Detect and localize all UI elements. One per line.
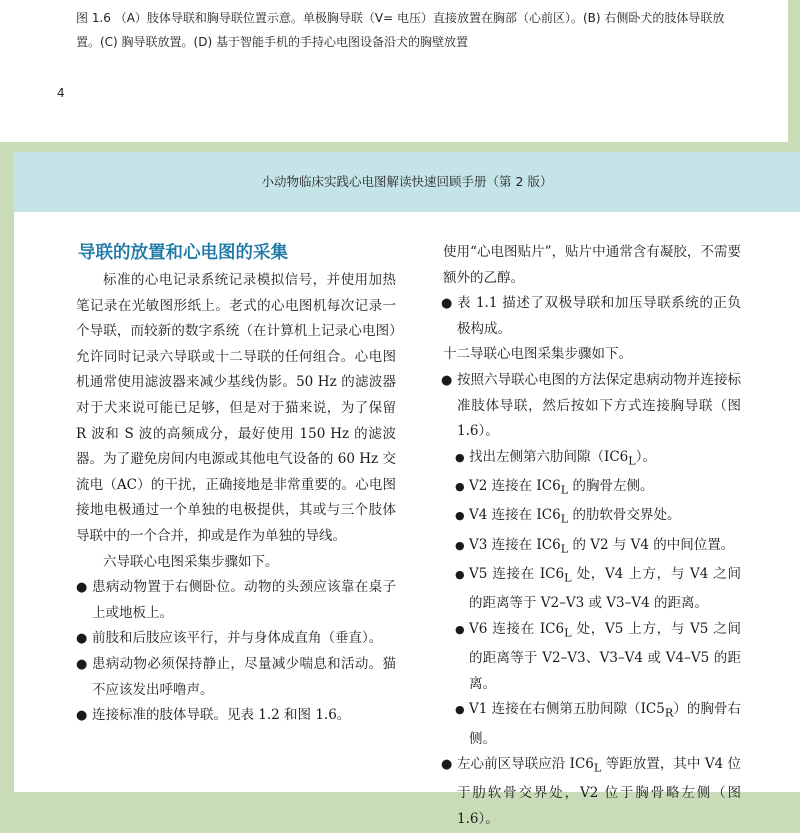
list-item: ● 表 1.1 描述了双极导联和加压导联系统的正负极构成。 bbox=[441, 291, 741, 342]
page-number: 4 bbox=[57, 86, 65, 100]
bullet-icon: ● bbox=[441, 757, 453, 773]
list-item: ● 前肢和后肢应该平行，并与身体成直角（垂直）。 bbox=[76, 626, 396, 652]
precordial-note: 左心前区导联应沿 $IC6_L$ 等距放置，其中 V4 位于肋软骨交界处，V2 位于胸骨略左侧（图 1.6）。 bbox=[457, 756, 741, 827]
bullet-icon: ● bbox=[455, 567, 465, 581]
bullet-icon: ● bbox=[76, 708, 88, 724]
intro-paragraph: 标准的心电记录系统记录模拟信号，并使用加热笔记录在光敏图形纸上。老式的心电图机每次记录一个导联，而较新的数字系统（在计算机上记录心电图）允许同时记录六导联或十二导联的任何组合。心电图机通常使用滤波器来减少基线伪影。50 Hz 的滤波器对于犬来说可能已足够，但是对于猫来说，为了保留 R 波和 S 波的高频成分，最好使用 150 Hz 的滤波器。为了避免房间内电源或其他电气设备的 60 Hz 交流电（AC）的干扰，正确接地是非常重要的。心电图接地电极通过一个单独的电极提供，其或与三个肢体导联中的一个合并，抑或是作为单独的导线。 bbox=[76, 272, 396, 544]
bullet-icon: ● bbox=[455, 703, 465, 717]
bullet-icon: ● bbox=[76, 631, 88, 647]
list-item: ● 患病动物置于右侧卧位。动物的头颈应该靠在桌子上或地板上。 bbox=[76, 575, 396, 626]
chest-lead-list bbox=[441, 445, 741, 752]
list-item: ● 按照六导联心电图的方法保定患病动物并连接标准肢体导联，然后按如下方式连接胸导联（图 1.6）。 bbox=[441, 368, 741, 445]
previous-page bbox=[0, 0, 788, 142]
list-item: ● 连接标准的肢体导联。见表 1.2 和图 1.6。 bbox=[76, 703, 396, 729]
bullet-icon: ● bbox=[455, 622, 465, 636]
section-title: 导联的放置和心电图的采集 bbox=[78, 243, 288, 263]
bullet-icon: ● bbox=[455, 538, 465, 552]
sub-list-item: ● 找出左侧第六肋间隙$(IC6_L)$。 bbox=[441, 445, 741, 474]
sub-list-item: ● V4 连接在 $IC6_L$ 的肋软骨交界处。 bbox=[441, 503, 741, 532]
sub-list-item: ● V2 连接在 $IC6_L$ 的胸骨左侧。 bbox=[441, 474, 741, 503]
running-head: 小动物临床实践心电图解读快速回顾手册（第 2 版） bbox=[261, 174, 553, 189]
sub-list-item: ● V5 连接在 $IC6_L$ 处，V4 上方，与 V4 之间的距离等于 V2–V3 或 V3–V4 的距离。 bbox=[441, 562, 741, 617]
list-item bbox=[441, 752, 741, 832]
left-column bbox=[76, 240, 396, 729]
current-page bbox=[14, 152, 800, 827]
sub-list-item: ● V6 连接在 $IC6_L$ 处，V5 上方，与 V5 之间的距离等于 V2–V3、V3–V4 或 V4–V5 的距离。 bbox=[441, 617, 741, 697]
header-band bbox=[14, 152, 800, 212]
right-column bbox=[441, 240, 741, 833]
bullet-icon: ● bbox=[455, 509, 465, 523]
bullet-icon: ● bbox=[441, 372, 453, 388]
bullet-icon: ● bbox=[76, 580, 88, 596]
six-lead-intro: 六导联心电图采集步骤如下。 bbox=[103, 553, 279, 570]
bullet-icon: ● bbox=[455, 480, 465, 494]
sub-list-item: ● V3 连接在 $IC6_L$ 的 V2 与 V4 的中间位置。 bbox=[441, 533, 741, 562]
sub-list-item: ● V1 连接在右侧第五肋间隙$(IC5_R)$的胸骨右侧。 bbox=[441, 697, 741, 752]
bullet-icon: ● bbox=[441, 296, 453, 312]
continuation-text: 使用“心电图贴片”，贴片中通常含有凝胶，不需要额外的乙醇。 bbox=[443, 244, 741, 286]
figure-caption: 图 1.6 （A）肢体导联和胸导联位置示意。单极胸导联（V= 电压）直接放置在胸部（心前区）。(B) 右侧卧犬的肢体导联放置。(C) 胸导联放置。(D) 基于智能手机的手持心电图设备沿犬的胸壁放置 bbox=[76, 11, 725, 49]
list-item: ● 患病动物必须保持静止，尽量减少喘息和活动。猫不应该发出呼噜声。 bbox=[76, 652, 396, 703]
twelve-lead-intro: 十二导联心电图采集步骤如下。 bbox=[443, 346, 632, 363]
bullet-icon: ● bbox=[455, 450, 465, 464]
bullet-icon: ● bbox=[76, 656, 88, 672]
